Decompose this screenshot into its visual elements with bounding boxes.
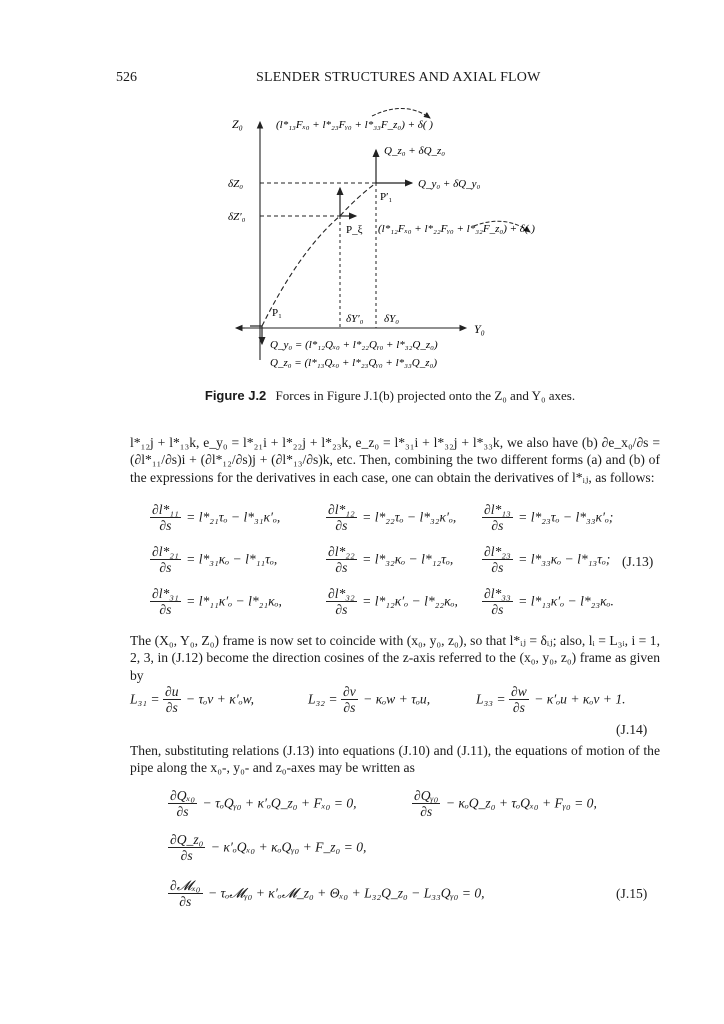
delta-z0-prime-label: δZ′₀ [228,211,246,223]
eq-j13-r3c1: $\frac{\text{∂l*₃₁}}{\partial s}$ = l*₁₁κ′ₒ − l*₂₁κₒ, [152,586,282,617]
equation-j15 [168,788,668,988]
caption-label: Figure J.2 [204,388,267,403]
eq-j14-l33: L₃₃ = $\frac{\partial w}{\partial s}$ − κ′ₒu + κₒv + 1. [476,684,626,715]
paragraph-3: Then, substituting relations (J.13) into equations (J.10) and (J.11), the equations of motion of the pipe along the x₀-, y₀- and z₀-axes may be written as [130,743,660,776]
p1-label: P₁ [272,307,282,319]
delta-z0-label: δZ₀ [228,178,244,190]
eq-j13-r3c3: $\frac{\text{∂l*₃₃}}{\partial s}$ = l*₁₃κ′ₒ − l*₂₃κₒ. [484,586,614,617]
eq-j14-l31: L₃₁ = $\frac{\partial u}{\partial s}$ − τₒv + κ′ₒw, [130,684,255,715]
delta-y0-label: δY₀ [384,313,400,325]
p1-prime-label: P′₁ [380,191,393,203]
top-force-label: (l*₁₃Fₓ₀ + l*₂₃Fᵧ₀ + l*₃₃F_z₀) + δ( ) [276,119,433,131]
paragraph-2: The (X₀, Y₀, Z₀) frame is now set to coincide with (x₀, y₀, z₀), so that l*ᵢⱼ = δᵢⱼ; also, lᵢ = L₃ᵢ, i = 1, 2, 3, in (J.12) become the direction cosines of the z-axis referred to the (x₀, y₀, z₀) frame as given by [130,633,660,683]
eq-j14-number: (J.14) [616,722,648,737]
eq-j13-r1c1: $\frac{\text{∂l*₁₁}}{\partial s}$ = l*₂₁τₒ − l*₃₁κ′ₒ, [152,502,281,533]
eq-j13-r2c2: $\frac{\text{∂l*₂₂}}{\partial s}$ = l*₃₂κₒ − l*₁₂τₒ, [328,544,454,575]
eq-j14-l32: L₃₂ = $\frac{\partial v}{\partial s}$ − κₒw + τₒu, [308,684,431,715]
eq-j13-r3c2: $\frac{\text{∂l*₃₂}}{\partial s}$ = l*₁₂κ′ₒ − l*₂₂κₒ, [328,586,458,617]
eq-j13-r2c3: $\frac{\text{∂l*₂₃}}{\partial s}$ = l*₃₃κₒ − l*₁₃τₒ; [484,544,611,575]
paragraph-1: l*₁₂j + l*₁₃k, e_y₀ = l*₂₁i + l*₂₂j + l*₂₃k, e_z₀ = l*₃₁i + l*₃₂j + l*₃₃k, we also have (b) ∂e_x₀/∂s = (∂l*₁₁/∂s)i + (∂l*₁₂/∂s)j + (∂l*₁₃/∂s)k, etc. Then, combining the two different forms (a) and (b) of the expressions for the derivatives in each case, one can obtain the derivatives of l*ᵢⱼ, as follows: [130,435,660,485]
eq-j13-r1c3: $\frac{\text{∂l*₁₃}}{\partial s}$ = l*₂₃τₒ − l*₃₃κ′ₒ; [484,502,614,533]
qz-label: Q_z₀ + δQ_z₀ [384,145,446,157]
qy-expression: Q_y₀ = (l*₁₂Qₓ₀ + l*₂₂Qᵧ₀ + l*₃₂Q_z₀) [270,339,438,351]
eq-j13-number: (J.13) [622,554,654,569]
eq-j15-e2: $\frac{\text{∂Qᵧ₀}}{\partial s}$ − κₒQ_z₀ + τₒQₓ₀ + Fᵧ₀ = 0, [414,788,597,819]
figure-caption [120,388,660,404]
eq-j15-number: (J.15) [616,886,648,901]
y0-axis-label: Y₀ [474,322,485,336]
z0-axis-label: Z₀ [232,117,243,131]
qy-label: Q_y₀ + δQ_y₀ [418,178,481,190]
eq-j15-e3: $\frac{\text{∂Q\_z₀}}{\partial s}$ − κ′ₒQₓ₀ + κₒQᵧ₀ + F_z₀ = 0, [170,832,367,863]
caption-text: Forces in Figure J.1(b) projected onto the Z₀ and Y₀ axes. [275,388,576,403]
equation-j14 [130,684,660,740]
qz-expression: Q_z₀ = (l*₁₃Qₓ₀ + l*₂₃Qᵧ₀ + l*₃₃Q_z₀) [270,357,438,369]
pipe-centreline [262,183,376,326]
equation-j13 [150,502,680,630]
p-xi-label: P_ξ [346,224,363,236]
eq-j13-r2c1: $\frac{\text{∂l*₂₁}}{\partial s}$ = l*₃₁κₒ − l*₁₁τₒ, [152,544,278,575]
delta-y0-prime-label: δY′₀ [346,313,364,325]
eq-j13-r1c2: $\frac{\text{∂l*₁₂}}{\partial s}$ = l*₂₂τₒ − l*₃₂κ′ₒ, [328,502,457,533]
eq-j15-e1: $\frac{\text{∂Qₓ₀}}{\partial s}$ − τₒQᵧ₀ + κ′ₒQ_z₀ + Fₓ₀ = 0, [170,788,357,819]
running-title: SLENDER STRUCTURES AND AXIAL FLOW [256,70,541,85]
eq-j15-e4: $\frac{\text{∂𝓜ₓ₀}}{\partial s}$ − τₒ𝓜ᵧ₀ + κ′ₒ𝓜_z₀ + Θₓ₀ + L₃₂Q_z₀ − L₃₃Qᵧ₀ = 0, [170,878,485,909]
mid-force-label: (l*₁₂Fₓ₀ + l*₂₂Fᵧ₀ + l*₃₂F_z₀) + δ( ) [378,223,535,235]
figure-j2 [0,0,724,400]
page-number: 526 [116,70,137,85]
